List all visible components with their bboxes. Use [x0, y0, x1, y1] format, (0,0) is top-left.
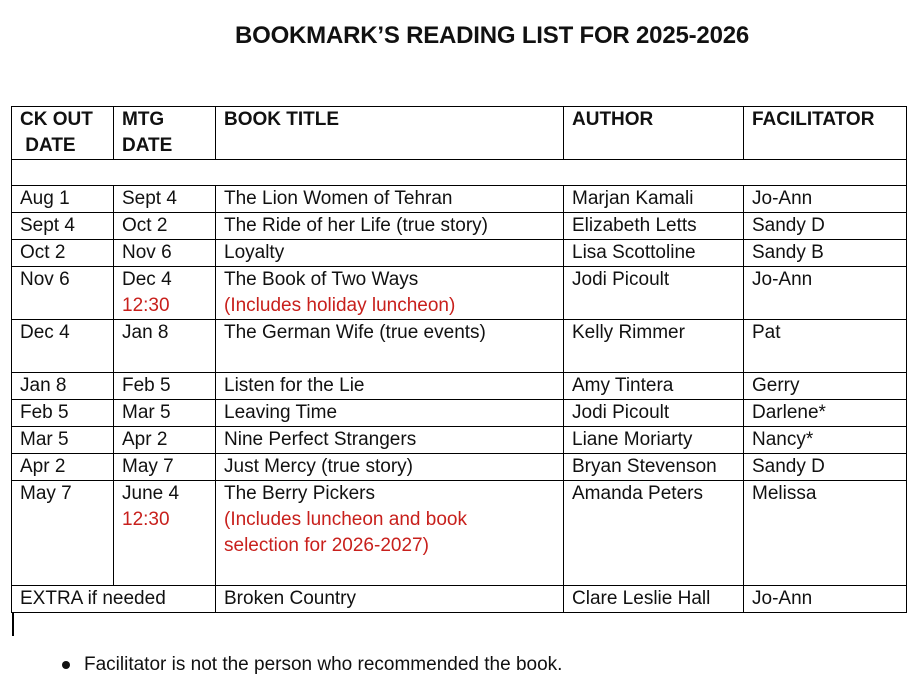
book-title-cell	[216, 481, 564, 586]
book-title-cell: Listen for the Lie	[216, 373, 564, 400]
mtg-date-cell: Oct 2	[114, 213, 216, 240]
ck-out-cell: Jan 8	[12, 373, 114, 400]
reading-list-table	[11, 106, 907, 613]
meeting-time-note: 12:30	[122, 509, 170, 530]
facilitator-cell: Sandy B	[744, 240, 907, 267]
book-title-cell: Just Mercy (true story)	[216, 454, 564, 481]
ck-out-cell: Apr 2	[12, 454, 114, 481]
table-row	[12, 213, 907, 240]
header-row	[12, 107, 907, 160]
luncheon-note: (Includes luncheon and book	[224, 509, 467, 530]
facilitator-cell: Nancy*	[744, 427, 907, 454]
mtg-date-cell	[114, 481, 216, 586]
luncheon-note: (Includes holiday luncheon)	[224, 295, 456, 316]
book-title-cell: The Lion Women of Tehran	[216, 186, 564, 213]
mtg-date-cell	[114, 267, 216, 320]
facilitator-cell: Melissa	[744, 481, 907, 586]
ck-out-cell: Aug 1	[12, 186, 114, 213]
mtg-date-cell: Apr 2	[114, 427, 216, 454]
facilitator-cell: Sandy D	[744, 213, 907, 240]
author-cell: Lisa Scottoline	[564, 240, 744, 267]
facilitator-cell: Sandy D	[744, 454, 907, 481]
extra-label-cell: EXTRA if needed	[12, 586, 216, 613]
ck-out-cell: Nov 6	[12, 267, 114, 320]
header-book-title: BOOK TITLE	[216, 107, 564, 160]
book-title: The Book of Two Ways	[224, 269, 419, 290]
table-row	[12, 481, 907, 586]
header-author: AUTHOR	[564, 107, 744, 160]
facilitator-cell: Jo-Ann	[744, 186, 907, 213]
header-facilitator: FACILITATOR	[744, 107, 907, 160]
mtg-date-cell: Sept 4	[114, 186, 216, 213]
book-title-cell: The German Wife (true events)	[216, 320, 564, 373]
author-cell: Amy Tintera	[564, 373, 744, 400]
table-row	[12, 267, 907, 320]
book-title-cell: Broken Country	[216, 586, 564, 613]
ck-out-cell: Oct 2	[12, 240, 114, 267]
author-cell: Bryan Stevenson	[564, 454, 744, 481]
mtg-date: Dec 4	[122, 269, 172, 290]
book-title-cell: Loyalty	[216, 240, 564, 267]
footnote-text: Facilitator is not the person who recommended the book.	[84, 654, 563, 675]
author-cell: Amanda Peters	[564, 481, 744, 586]
mtg-date-cell: Jan 8	[114, 320, 216, 373]
extra-row	[12, 586, 907, 613]
text-cursor	[12, 612, 14, 636]
table-row	[12, 373, 907, 400]
table-row	[12, 240, 907, 267]
ck-out-cell: May 7	[12, 481, 114, 586]
mtg-date-cell: Nov 6	[114, 240, 216, 267]
table-row	[12, 427, 907, 454]
table-row	[12, 454, 907, 481]
book-title-cell: The Ride of her Life (true story)	[216, 213, 564, 240]
mtg-date-cell: Mar 5	[114, 400, 216, 427]
meeting-time-note: 12:30	[122, 295, 170, 316]
facilitator-cell: Gerry	[744, 373, 907, 400]
ck-out-cell: Dec 4	[12, 320, 114, 373]
author-cell: Liane Moriarty	[564, 427, 744, 454]
author-cell: Clare Leslie Hall	[564, 586, 744, 613]
facilitator-cell: Jo-Ann	[744, 586, 907, 613]
book-title-cell: Nine Perfect Strangers	[216, 427, 564, 454]
book-title: The Berry Pickers	[224, 483, 375, 504]
ck-out-cell: Mar 5	[12, 427, 114, 454]
mtg-date-cell: May 7	[114, 454, 216, 481]
book-title-cell	[216, 267, 564, 320]
footnote	[62, 654, 562, 676]
luncheon-note-continued: selection for 2026-2027)	[224, 535, 429, 556]
author-cell: Kelly Rimmer	[564, 320, 744, 373]
facilitator-cell: Jo-Ann	[744, 267, 907, 320]
bullet-icon	[62, 661, 70, 669]
ck-out-cell: Feb 5	[12, 400, 114, 427]
header-mtg-date: MTG DATE	[114, 107, 216, 160]
table-row	[12, 186, 907, 213]
mtg-date: June 4	[122, 483, 180, 504]
author-cell: Jodi Picoult	[564, 267, 744, 320]
spacer-row	[12, 160, 907, 186]
table-row	[12, 320, 907, 373]
facilitator-cell: Pat	[744, 320, 907, 373]
header-ck-out: CK OUT DATE	[12, 107, 114, 160]
author-cell: Marjan Kamali	[564, 186, 744, 213]
table-row	[12, 400, 907, 427]
author-cell: Elizabeth Letts	[564, 213, 744, 240]
mtg-date-cell: Feb 5	[114, 373, 216, 400]
document-title: BOOKMARK’S READING LIST FOR 2025-2026	[234, 22, 750, 49]
facilitator-cell: Darlene*	[744, 400, 907, 427]
author-cell: Jodi Picoult	[564, 400, 744, 427]
ck-out-cell: Sept 4	[12, 213, 114, 240]
book-title-cell: Leaving Time	[216, 400, 564, 427]
